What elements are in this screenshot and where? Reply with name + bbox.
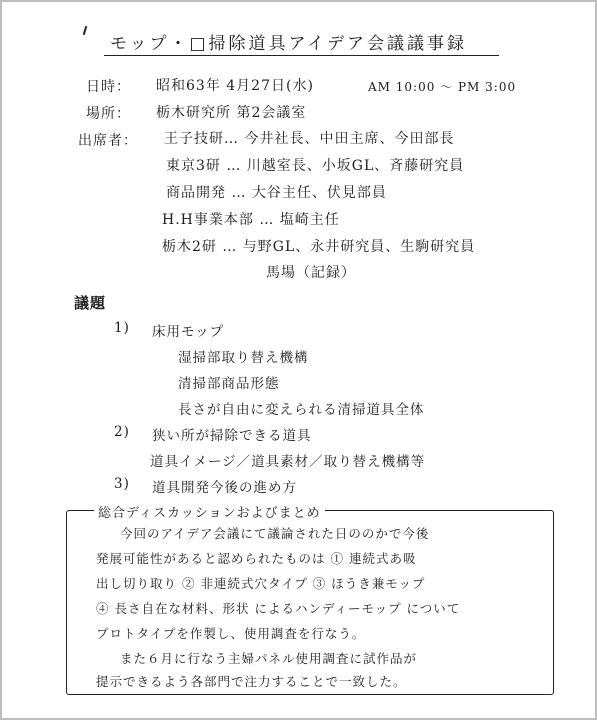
- summary-line: 今回のアイデア会議にて議論された日ののかで今後: [120, 526, 430, 541]
- time-value: AM 10:00 〜 PM 3:00: [368, 80, 517, 94]
- attendee-line: H.H事業本部 … 塩崎主任: [162, 212, 340, 228]
- attendees-label: 出席者：: [78, 133, 138, 149]
- title-underline: [104, 55, 499, 56]
- pen-tick-mark: [83, 26, 88, 35]
- agenda-number: 1): [114, 320, 130, 336]
- agenda-subitem: 長さが自由に変えられる清掃道具全体: [178, 402, 425, 418]
- agenda-subitem: 湿掃部取り替え機構: [178, 350, 309, 366]
- place-value: 栃木研究所 第2会議室: [156, 105, 307, 121]
- agenda-item: 狭い所が掃除できる道具: [152, 428, 312, 444]
- agenda-item: 床用モップ: [152, 324, 225, 340]
- summary-line: また６月に行なう主婦パネル使用調査に試作品が: [120, 651, 418, 666]
- date-label: 日時：: [86, 79, 131, 95]
- summary-line: プロトタイプを作製し、使用調査を行なう。: [96, 626, 366, 641]
- summary-line: 発展可能性があると認められたものは ① 連続式あ吸: [96, 551, 417, 566]
- attendee-line: 商品開発 … 大谷主任、伏見部員: [166, 185, 387, 201]
- agenda-subitem: 道具イメージ／道具素材／取り替え機構等: [150, 454, 426, 470]
- place-label: 場所：: [86, 106, 131, 122]
- agenda-item: 道具開発今後の進め方: [152, 480, 297, 496]
- document-title: モップ・□掃除道具アイデア会議議事録: [110, 34, 468, 54]
- agenda-number: 2): [114, 424, 130, 440]
- summary-line: 提示できるよう各部門で注力することで一致した。: [96, 674, 407, 689]
- attendee-line: 東京3研 … 川越室長、小坂GL、斉藤研究員: [166, 158, 465, 174]
- summary-line: 出し切り取り ② 非連続式穴タイプ ③ ほうき兼モップ: [96, 576, 426, 591]
- attendee-line: 栃木2研 … 与野GL、永井研究員、生駒研究員: [162, 239, 476, 255]
- summary-line: ④ 長さ自在な材料、形状 によるハンディーモップ について: [96, 601, 461, 616]
- agenda-subitem: 清掃部商品形態: [178, 376, 280, 392]
- date-value: 昭和63年 4月27日(水): [156, 78, 314, 94]
- attendee-line: 王子技研… 今井社長、中田主席、今田部長: [164, 131, 455, 147]
- summary-heading: 総合ディスカッションおよびまとめ: [94, 502, 325, 521]
- agenda-number: 3): [114, 476, 130, 492]
- agenda-heading: 議題: [74, 294, 107, 312]
- attendee-line: 馬場（記録）: [266, 265, 356, 281]
